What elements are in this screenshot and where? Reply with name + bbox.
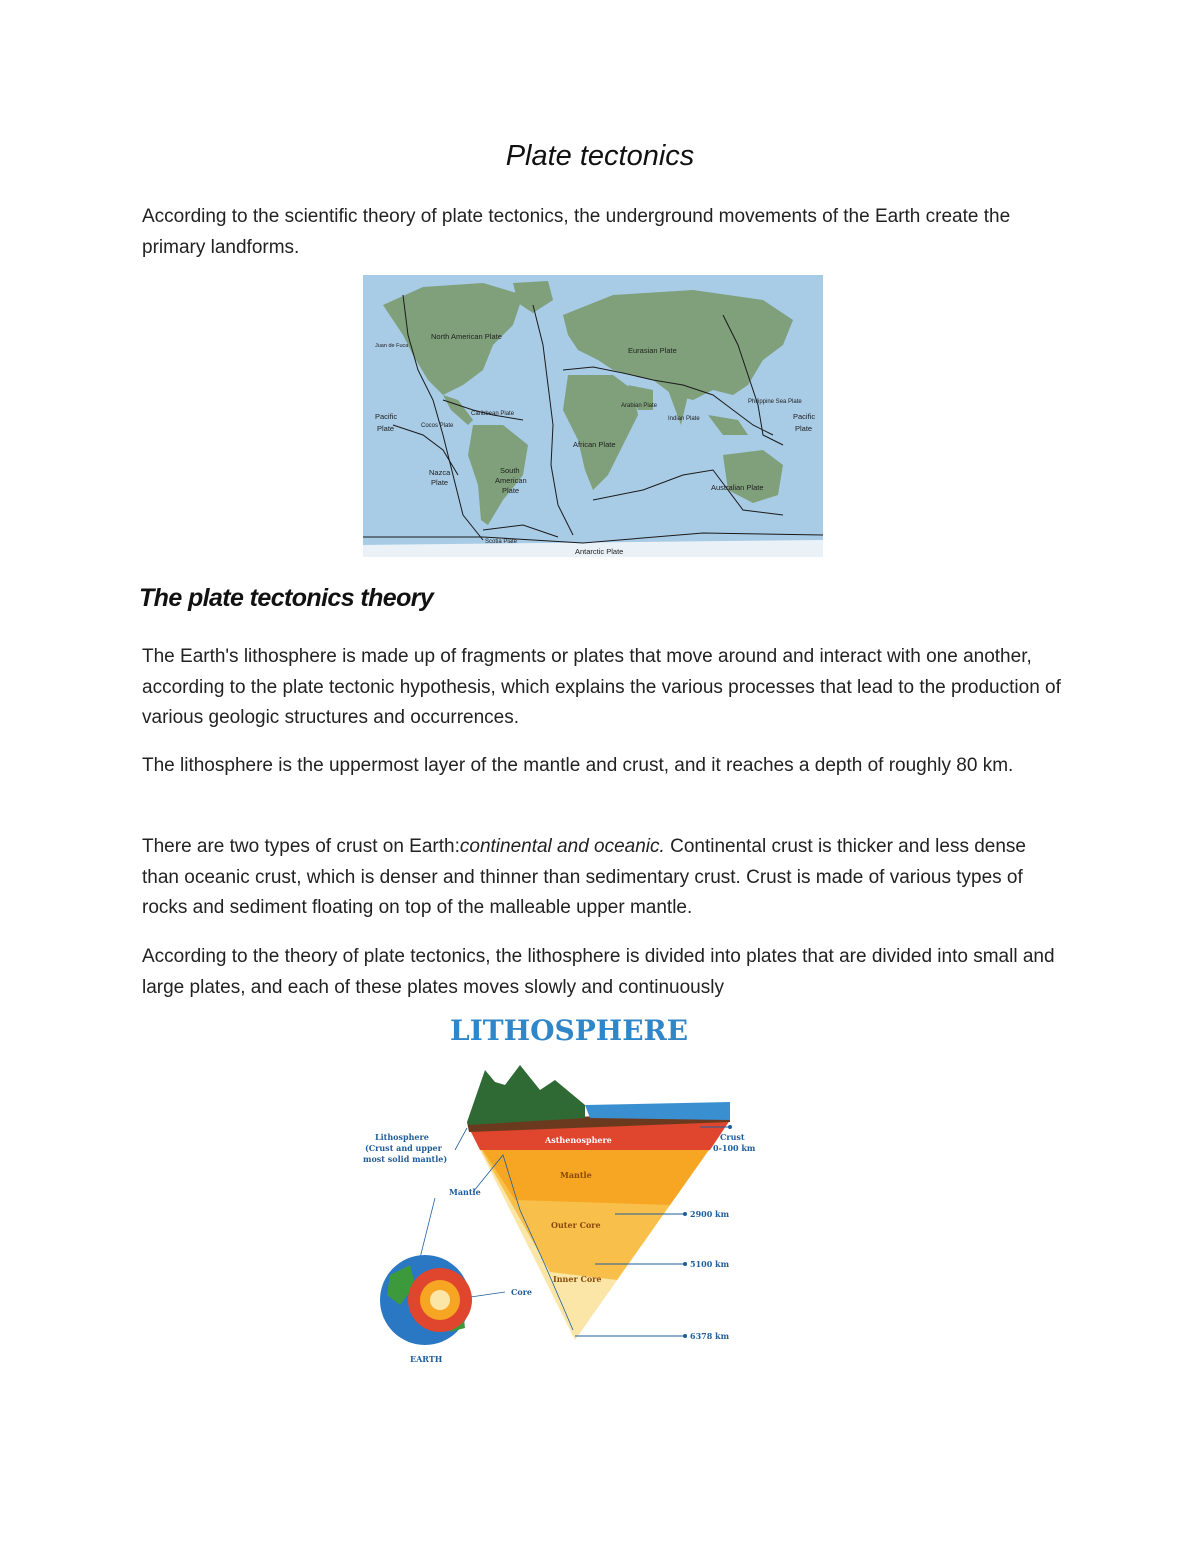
mountains — [467, 1065, 585, 1125]
label-inner-core: Inner Core — [553, 1274, 602, 1284]
label-eurasian-plate: Eurasian Plate — [628, 346, 677, 355]
label-arabian-plate: Arabian Plate — [621, 403, 658, 409]
label-depth-6378: 6378 km — [690, 1331, 730, 1341]
paragraph-plate-division: According to the theory of plate tectonics, the lithosphere is divided into plates that are divided into small and large plates, and each of these plates moves slowly and continuously — [142, 946, 1055, 998]
paragraph-lithosphere-plates: The Earth's lithosphere is made up of fragments or plates that move around and interact with one another, according to the plate tectonic hypothesis, which explains the various processes that lead to the production of various geologic structures and occurrences. — [142, 646, 1061, 728]
section-heading: The plate tectonics theory — [139, 584, 434, 612]
label-crust: Crust — [720, 1132, 745, 1142]
paragraph-crust-types — [142, 832, 1062, 924]
label-mantle: Mantle — [560, 1170, 592, 1180]
label-outer-core: Outer Core — [551, 1220, 601, 1230]
depth-6378-dot — [683, 1334, 687, 1338]
label-nazca-plate-1: Nazca — [429, 468, 451, 477]
earth-globe — [380, 1255, 472, 1345]
ocean-crust — [585, 1102, 730, 1120]
label-earth: EARTH — [410, 1354, 443, 1364]
label-indian-plate: Indian Plate — [668, 416, 700, 422]
plate-tectonics-map — [363, 275, 823, 557]
lithosphere-title: LITHOSPHERE — [450, 1014, 689, 1047]
label-nazca-plate-2: Plate — [431, 478, 449, 487]
label-caribbean-plate: Caribbean Plate — [471, 411, 515, 417]
intro-paragraph: According to the scientific theory of plate tectonics, the underground movements of the Earth create the primary landforms. — [142, 206, 1011, 258]
label-australian-plate: Australian Plate — [711, 483, 764, 492]
label-lithosphere-2: (Crust and upper — [365, 1143, 442, 1153]
label-philippine-plate: Philippine Sea Plate — [748, 399, 802, 405]
earth-wedge — [467, 1065, 730, 1340]
label-depth-5100: 5100 km — [690, 1259, 730, 1269]
label-pacific-plate-left-1: Pacific — [375, 412, 398, 421]
page-title: Plate tectonics — [505, 140, 695, 172]
paragraph-lithosphere-depth: The lithosphere is the uppermost layer of the mantle and crust, and it reaches a depth of roughly 80 km. — [142, 755, 1014, 776]
label-pacific-plate-left-2: Plate — [377, 424, 395, 433]
depth-5100-dot — [683, 1262, 687, 1266]
label-core-left: Core — [511, 1287, 533, 1297]
label-depth-2900: 2900 km — [690, 1209, 730, 1219]
lithosphere-diagram — [355, 1010, 775, 1390]
crust-types-rest: Continental crust is thicker and less dense than oceanic crust, which is denser and thinner than sedimentary crust. Crust is made of various types of rocks and sediment floating on top of the malleable upper mantle. — [142, 836, 1026, 918]
label-african-plate: African Plate — [573, 440, 616, 449]
label-south-american-plate-3: Plate — [502, 486, 520, 495]
label-lithosphere-3: most solid mantle) — [363, 1154, 448, 1164]
label-antarctic-plate: Antarctic Plate — [575, 547, 624, 556]
label-pacific-plate-right-2: Plate — [795, 424, 813, 433]
crust-types-italic: continental and oceanic. — [459, 836, 665, 857]
label-south-american-plate-2: American — [495, 476, 527, 485]
label-mantle-left: Mantle — [449, 1187, 481, 1197]
label-scotia-plate: Scotia Plate — [485, 539, 518, 545]
crust-types-intro: There are two types of crust on Earth: — [142, 836, 460, 857]
label-juan-de-fuca: Juan de Fuca — [375, 343, 409, 349]
label-cocos-plate: Cocos Plate — [421, 423, 454, 429]
label-south-american-plate-1: South — [500, 466, 520, 475]
label-pacific-plate-right-1: Pacific — [793, 412, 816, 421]
depth-2900-dot — [683, 1212, 687, 1216]
label-north-american-plate: North American Plate — [431, 332, 502, 341]
label-asthenosphere: Asthenosphere — [545, 1135, 612, 1145]
crust-marker-dot — [728, 1125, 732, 1129]
globe-inner-core — [430, 1290, 450, 1310]
label-lithosphere-1: Lithosphere — [375, 1132, 429, 1142]
label-crust-depth: 0-100 km — [713, 1143, 756, 1153]
